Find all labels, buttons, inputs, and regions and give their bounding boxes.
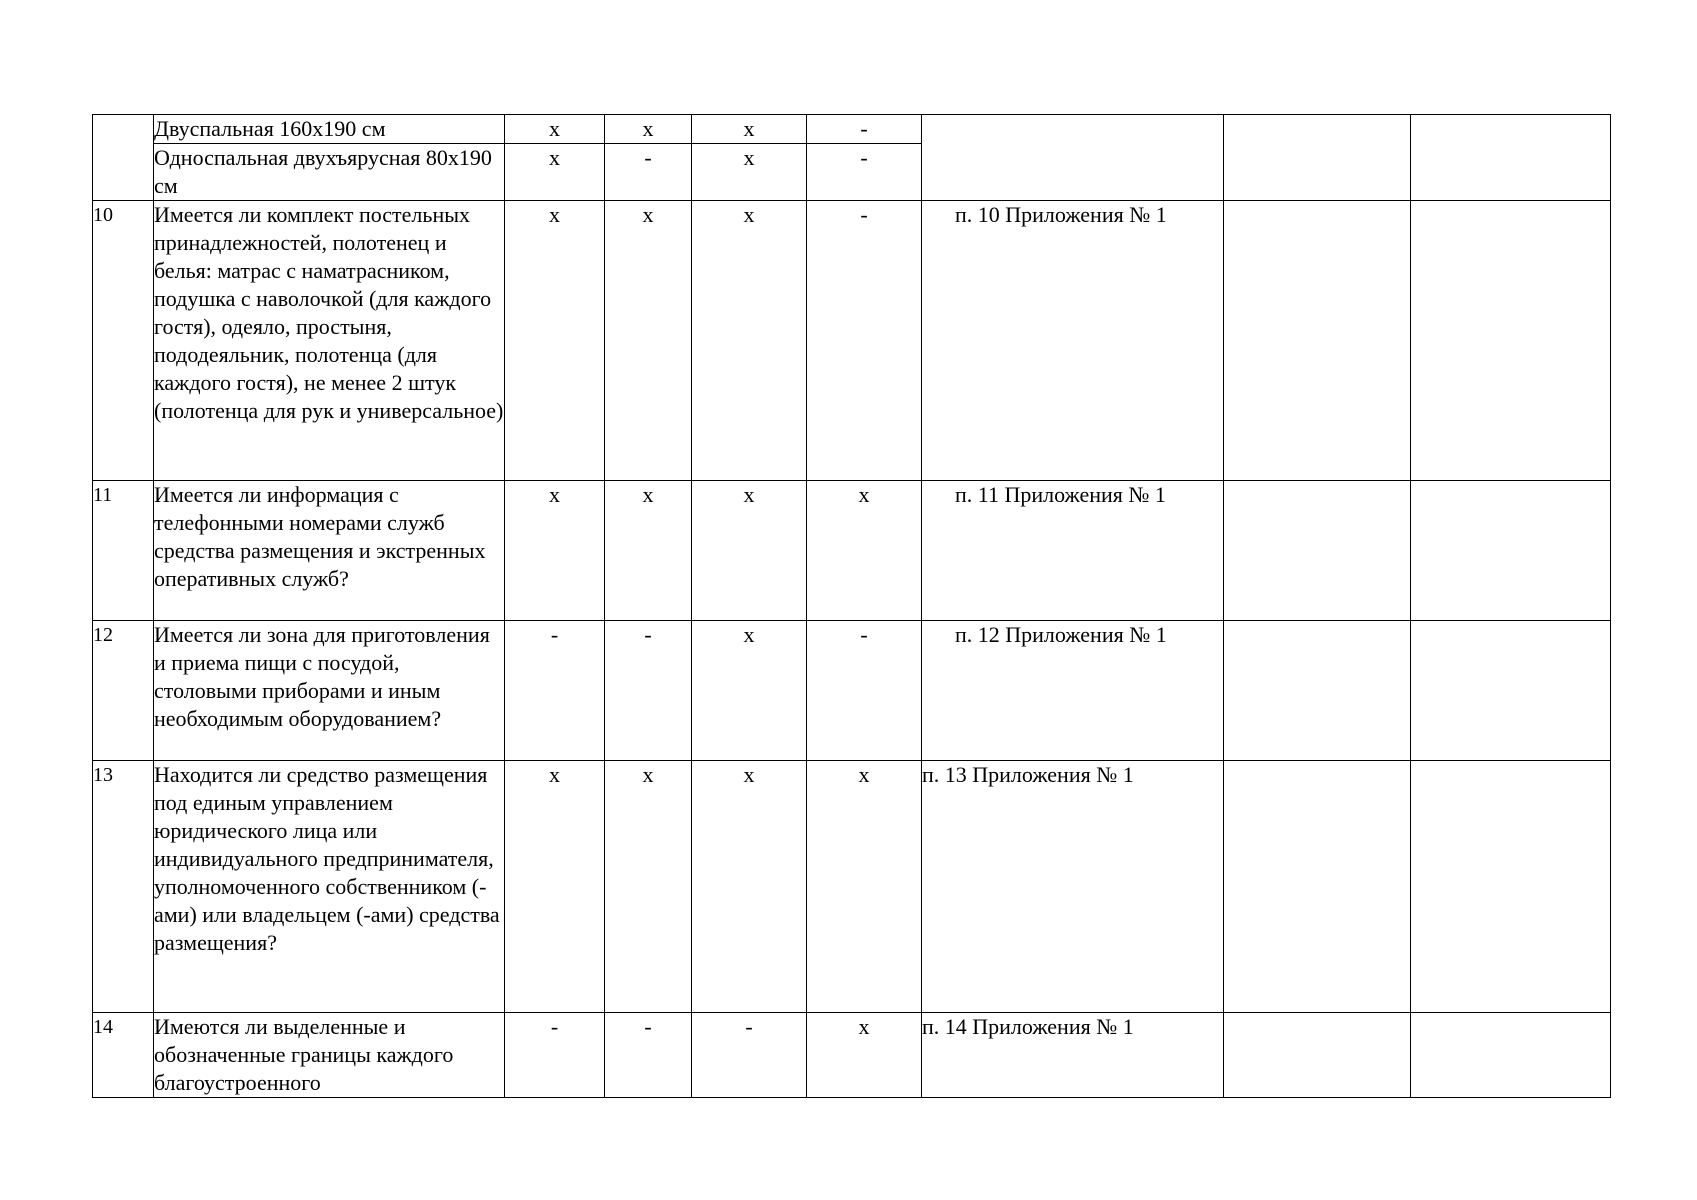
mark-cell: x — [692, 115, 807, 144]
bed-type-text: Односпальная двухъярусная 80x190 см — [154, 144, 505, 201]
mark-cell: x — [605, 115, 692, 144]
empty-cell — [1411, 115, 1611, 201]
reference-cell: п. 10 Приложения № 1 — [922, 201, 1224, 481]
mark-cell: x — [807, 481, 922, 621]
table-row — [93, 621, 1611, 761]
row-number: 14 — [93, 1013, 154, 1098]
bed-type-text: Двуспальная 160x190 см — [154, 115, 505, 144]
table-row — [93, 481, 1611, 621]
mark-cell: - — [807, 144, 922, 201]
empty-cell — [1224, 115, 1411, 201]
mark-cell: - — [605, 621, 692, 761]
mark-cell: x — [692, 481, 807, 621]
mark-cell: - — [505, 621, 605, 761]
table-row — [93, 115, 1611, 144]
question-text: Находится ли средство размещения под единым управлением юридического лица или индивидуального предпринимателя, уполномоченного собственником (-ами) или владельцем (-ами) средства размещения? — [154, 761, 505, 1013]
mark-cell: - — [605, 144, 692, 201]
mark-cell: - — [505, 1013, 605, 1098]
row-number: 12 — [93, 621, 154, 761]
mark-cell: x — [505, 144, 605, 201]
mark-cell: x — [692, 761, 807, 1013]
empty-cell — [1411, 761, 1611, 1013]
table-row — [93, 201, 1611, 481]
question-text: Имеется ли зона для приготовления и приема пищи с посудой, столовыми приборами и иным необходимым оборудованием? — [154, 621, 505, 761]
question-text: Имеется ли комплект постельных принадлежностей, полотенец и белья: матрас с наматрасником, подушка с наволочкой (для каждого гостя), одеяло, простыня, пододеяльник, полотенца (для каждого гостя), не менее 2 штук (полотенца для рук и универсальное) — [154, 201, 505, 481]
criteria-table — [92, 114, 1611, 1098]
mark-cell: x — [807, 761, 922, 1013]
mark-cell: x — [505, 761, 605, 1013]
empty-cell — [1411, 1013, 1611, 1098]
mark-cell: x — [692, 201, 807, 481]
mark-cell: x — [605, 201, 692, 481]
row-number: 11 — [93, 481, 154, 621]
mark-cell: x — [605, 761, 692, 1013]
mark-cell: x — [605, 481, 692, 621]
empty-cell — [1224, 621, 1411, 761]
mark-cell: x — [807, 1013, 922, 1098]
mark-cell: - — [807, 621, 922, 761]
mark-cell: - — [807, 115, 922, 144]
empty-cell — [1224, 761, 1411, 1013]
mark-cell: - — [807, 201, 922, 481]
row-number: 10 — [93, 201, 154, 481]
reference-cell — [922, 115, 1224, 201]
reference-cell: п. 13 Приложения № 1 — [922, 761, 1224, 1013]
empty-cell — [1224, 201, 1411, 481]
mark-cell: x — [692, 144, 807, 201]
row-number: 13 — [93, 761, 154, 1013]
mark-cell: - — [605, 1013, 692, 1098]
empty-cell — [1224, 1013, 1411, 1098]
table-row — [93, 761, 1611, 1013]
mark-cell: x — [505, 115, 605, 144]
question-text: Имеется ли информация с телефонными номерами служб средства размещения и экстренных оперативных служб? — [154, 481, 505, 621]
reference-cell: п. 11 Приложения № 1 — [922, 481, 1224, 621]
reference-cell: п. 14 Приложения № 1 — [922, 1013, 1224, 1098]
reference-cell: п. 12 Приложения № 1 — [922, 621, 1224, 761]
question-text: Имеются ли выделенные и обозначенные границы каждого благоустроенного — [154, 1013, 505, 1098]
table-row — [93, 1013, 1611, 1098]
row-number-cell — [93, 115, 154, 201]
mark-cell: x — [505, 481, 605, 621]
mark-cell: x — [692, 621, 807, 761]
mark-cell: x — [505, 201, 605, 481]
empty-cell — [1411, 201, 1611, 481]
empty-cell — [1224, 481, 1411, 621]
empty-cell — [1411, 621, 1611, 761]
empty-cell — [1411, 481, 1611, 621]
mark-cell: - — [692, 1013, 807, 1098]
